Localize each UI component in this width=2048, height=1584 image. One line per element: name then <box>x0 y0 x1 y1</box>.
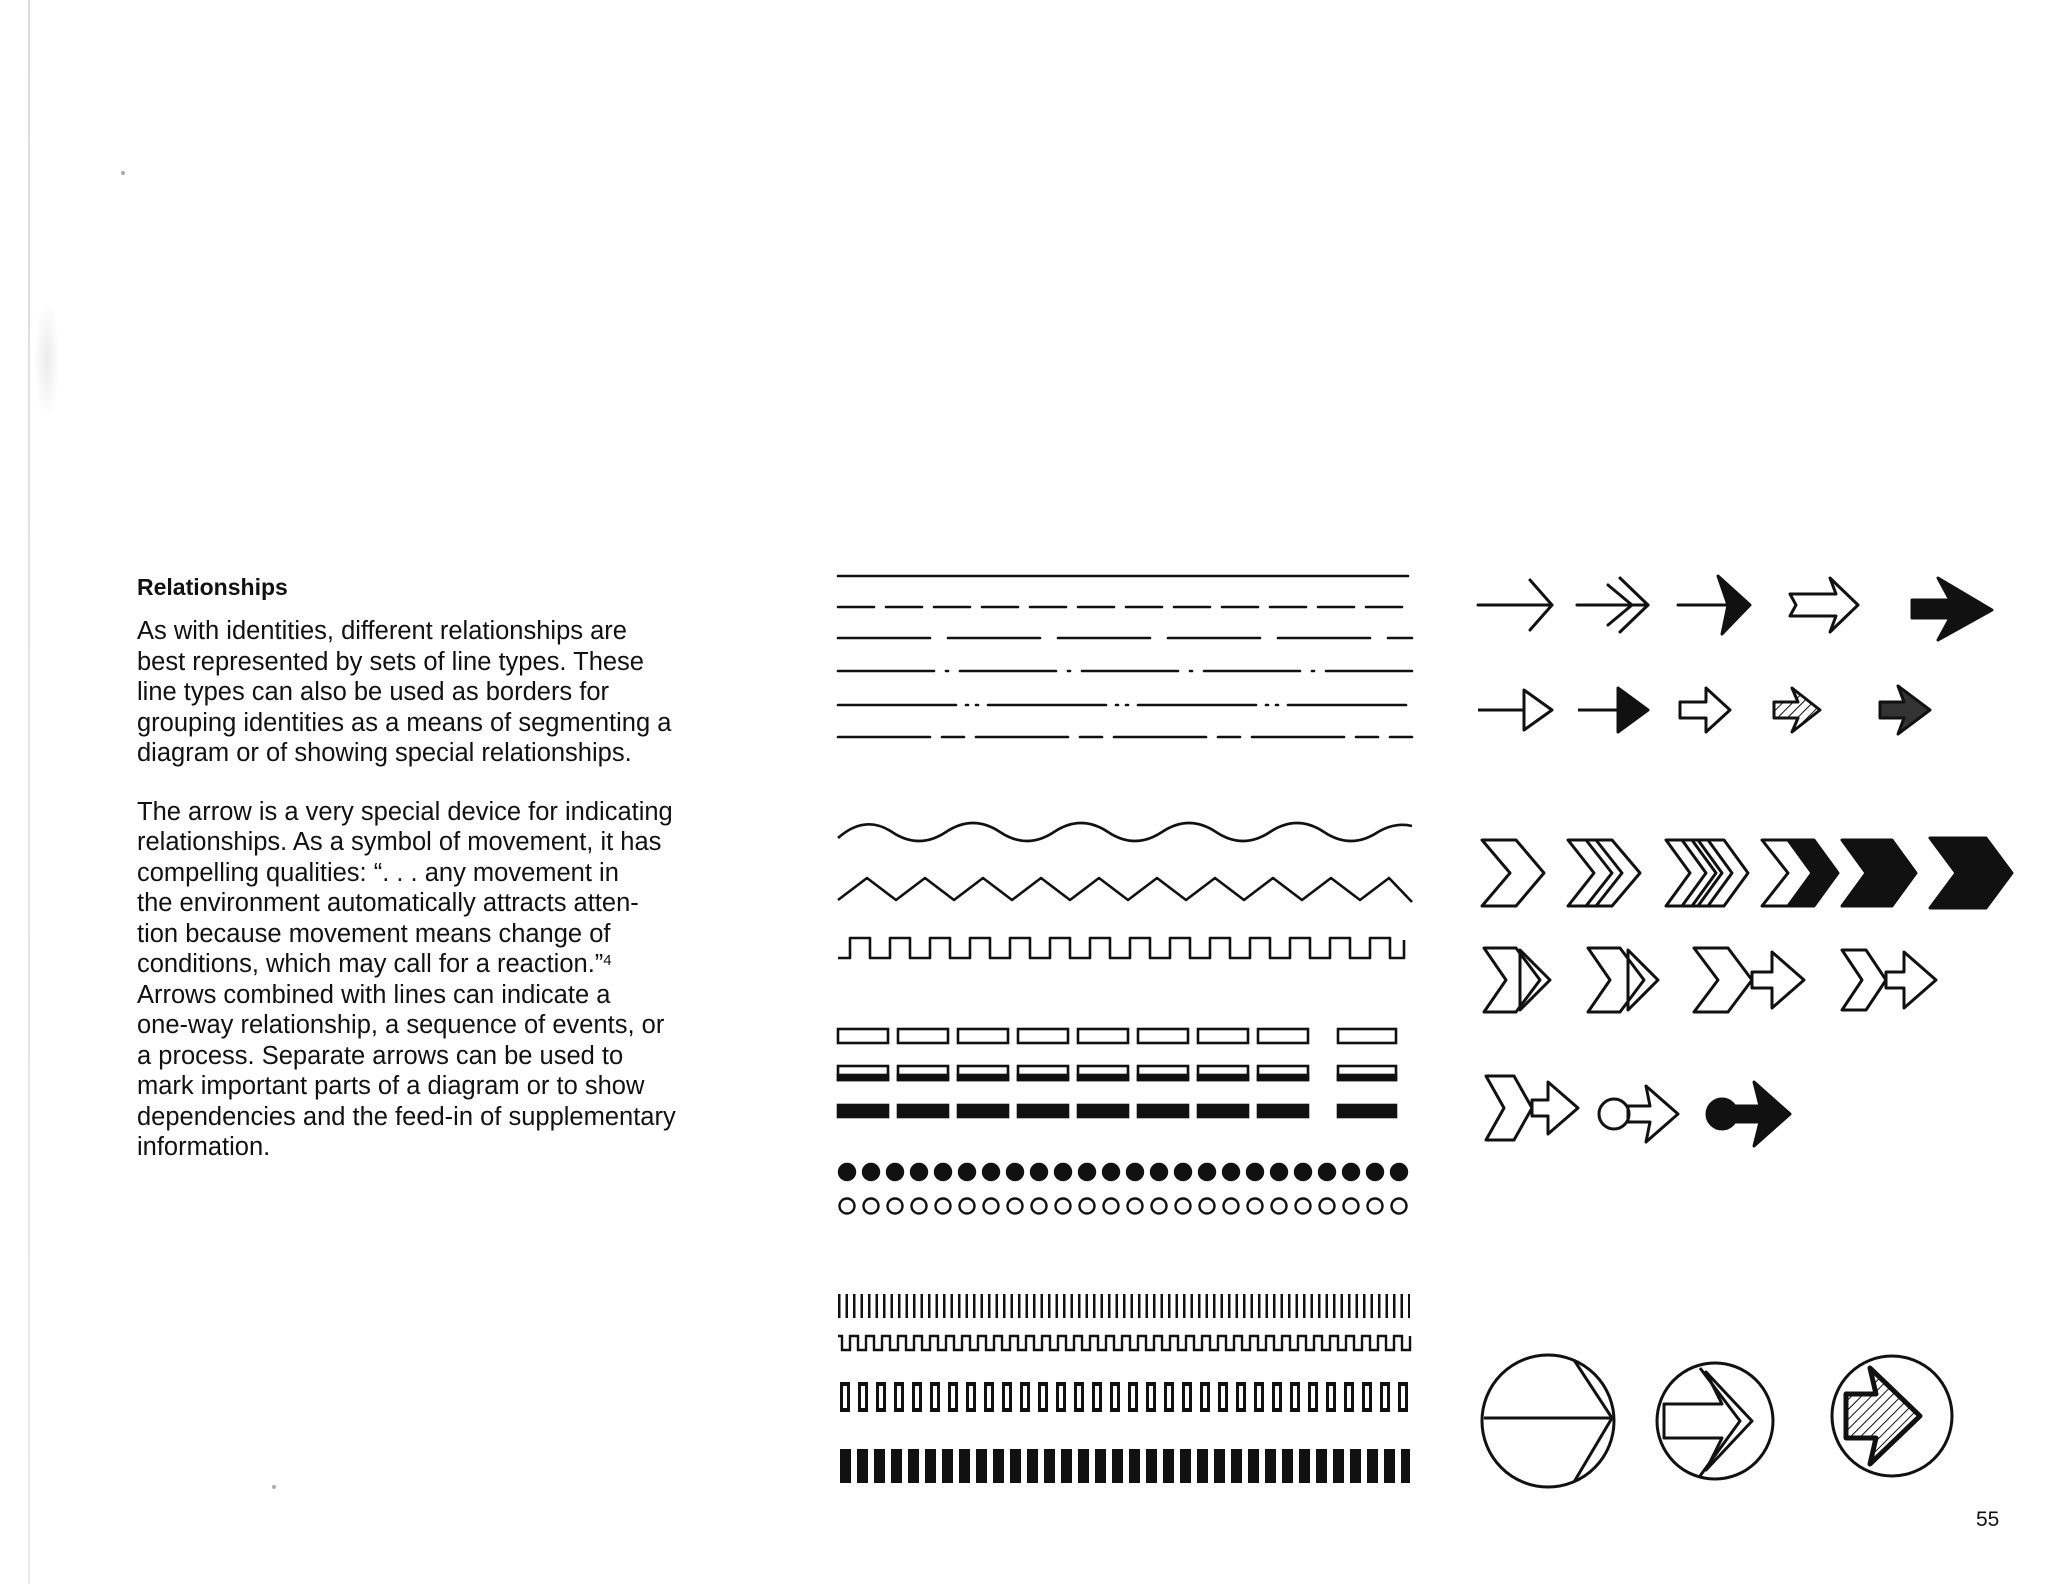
text-line: dependencies and the feed-in of supplementary <box>137 1102 676 1131</box>
feathered-arrow-3 <box>1694 948 1804 1012</box>
text-line: As with identities, different relationships are <box>137 617 627 645</box>
text-line: mark important parts of a diagram or to show <box>137 1072 645 1100</box>
meander-band <box>838 1336 1410 1350</box>
solid-chevron <box>1930 838 2012 908</box>
dot-rows <box>839 1164 1407 1214</box>
hollow-dot-row <box>840 1199 1407 1214</box>
circle-line-arrow-symbol <box>1482 1355 1614 1487</box>
circle-block-arrow-symbol <box>1657 1363 1773 1479</box>
dark-block-arrow <box>1880 686 1930 734</box>
simple-arrows-row <box>1478 576 1992 640</box>
feathered-arrow-2 <box>1588 948 1658 1012</box>
circle-hatched-arrow-symbol <box>1832 1356 1952 1476</box>
text-line: tion because movement means change of <box>137 919 611 948</box>
outline-box-row <box>838 1029 1396 1043</box>
text-line: the environment automatically attracts atten- <box>137 889 639 917</box>
text-line: grouping identities as a means of segmenting a <box>137 708 672 737</box>
filled-double-chevron <box>1842 840 1916 906</box>
feathered-arrow-1 <box>1484 948 1550 1012</box>
wavy-line-types <box>838 823 1412 958</box>
forked-tail-arrow <box>1486 1076 1578 1140</box>
half-filled-box-row <box>838 1066 1396 1080</box>
hatched-block-arrow <box>1774 688 1820 732</box>
head-arrows-row <box>1478 686 1930 734</box>
square-wave-line <box>838 938 1404 958</box>
text-line: best represented by sets of line types. These <box>137 647 644 676</box>
open-block-arrow <box>1790 578 1858 632</box>
straight-line-types <box>838 576 1412 737</box>
half-filled-chevron <box>1762 840 1838 906</box>
ring-tail-arrow <box>1599 1086 1678 1142</box>
text-line: relationships. As a symbol of movement, it has <box>137 828 662 856</box>
quote-text: conditions, which may call for a reaction.” <box>137 950 604 978</box>
wave-line <box>838 823 1412 841</box>
open-triangle-arrow <box>1478 690 1552 730</box>
text-line: a process. Separate arrows can be used to <box>137 1041 624 1070</box>
solid-bold-arrow <box>1912 578 1992 640</box>
zigzag-line <box>838 878 1412 902</box>
text-line: one-way relationship, a sequence of events, or <box>137 1011 665 1039</box>
scan-specks <box>121 171 276 1489</box>
double-chevron-arrow <box>1577 578 1648 632</box>
feathered-arrows-row <box>1484 948 1936 1012</box>
open-short-block-arrow <box>1680 688 1730 732</box>
filled-triangle-arrow <box>1578 688 1648 732</box>
text-line: The arrow is a very special device for indicating <box>137 797 673 826</box>
double-outline-chevron <box>1568 840 1640 906</box>
filled-dot-row <box>839 1164 1407 1180</box>
solid-box-row <box>838 1105 1396 1117</box>
text-line: information. <box>137 1133 271 1161</box>
ball-tail-arrow <box>1707 1082 1790 1146</box>
feathered-arrow-4 <box>1842 950 1936 1010</box>
text-line: Arrows combined with lines can indicate a <box>137 980 611 1009</box>
line-arrow <box>1478 580 1552 630</box>
tail-arrows-row <box>1486 1076 1790 1146</box>
text-line: diagram or of showing special relationships. <box>137 739 632 767</box>
text-line: compelling qualities: “. . . any movement in <box>137 858 619 887</box>
section-title: Relationships <box>137 574 288 600</box>
page-number: 55 <box>1976 1508 2000 1531</box>
texture-bands <box>838 1306 1410 1466</box>
triple-outline-chevron <box>1666 840 1748 906</box>
text-line: line types can also be used as borders for <box>137 678 610 706</box>
chevron-arrows-row <box>1482 838 2012 908</box>
single-chevron <box>1482 840 1544 906</box>
footnote-reference: 4 <box>603 952 612 969</box>
circle-arrow-symbols <box>1482 1355 1952 1487</box>
bold-arrow-head <box>1678 576 1750 634</box>
box-dash-rows <box>838 1029 1396 1117</box>
